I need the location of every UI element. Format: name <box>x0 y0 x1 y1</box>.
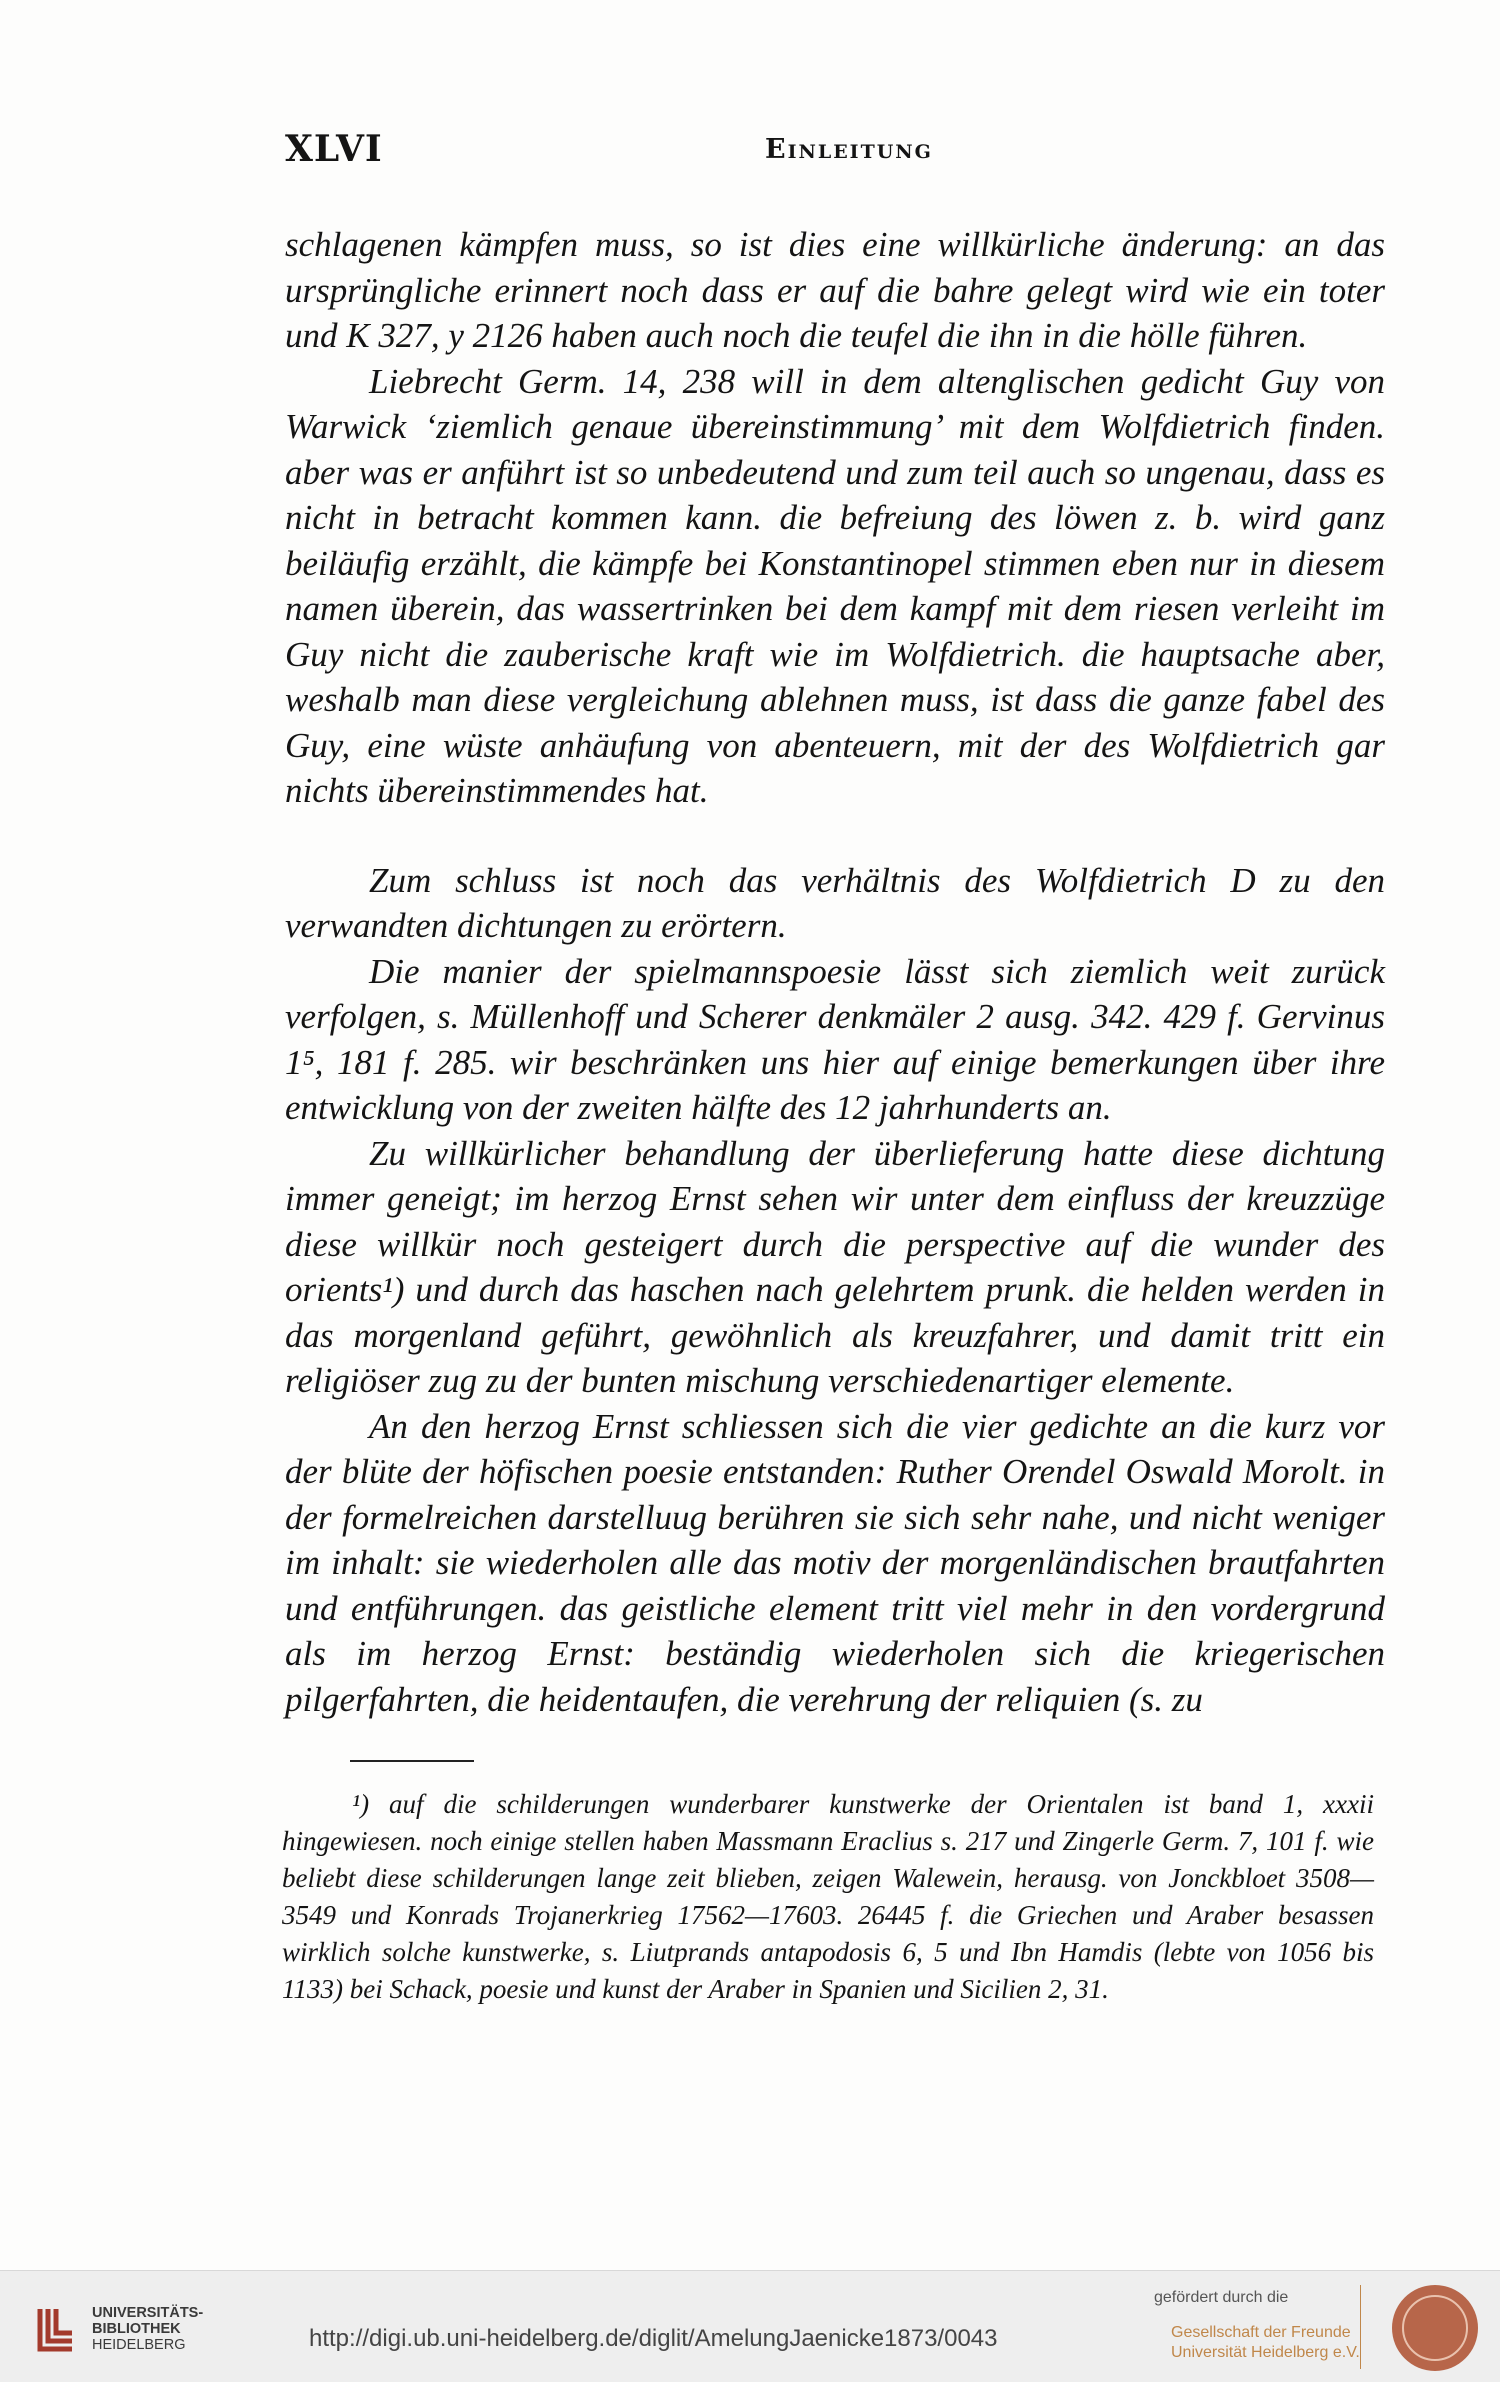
sponsor-divider <box>1360 2285 1361 2369</box>
page-header <box>285 128 1295 188</box>
paragraph-5: Zu willkürlicher behandlung der überlieferung hatte diese dichtung immer geneigt; im herzog Ernst sehen wir unter dem einfluss der kreuzzüge diese willkür noch gesteigert durch die perspective auf die wunder des orients¹) und durch das haschen nach gelehrtem prunk. die helden werden in das morgenland geführt, gewöhnlich als kreuzfahrer, und damit tritt ein religiöser zug zu der bunten mischung verschiedenartiger elemente. <box>285 1133 1385 1400</box>
paragraph-3: Zum schluss ist noch das verhältnis des Wolfdietrich D zu den verwandten dichtungen zu erörtern. <box>285 860 1385 945</box>
sponsor-name <box>1171 2323 1360 2363</box>
main-text <box>285 222 1385 1722</box>
permalink-url[interactable]: http://digi.ub.uni-heidelberg.de/diglit/AmelungJaenicke1873/0043 <box>309 2325 998 2352</box>
footnote-1: ¹) auf die schilderungen wunderbarer kunstwerke der Orientalen ist band 1, xxxii hingewiesen. noch einige stellen haben Massmann Eraclius s. 217 und Zingerle Germ. 7, 101 f. wie beliebt diese schilderungen lange zeit blieben, zeigen Walewein, herausg. von Jonckbloet 3508—3549 und Konrads Trojanerkrieg 17562—17603. 26445 f. die Griechen und Araber besassen wirklich solche kunstwerke, s. Liutprands antapodosis 6, 5 und Ibn Hamdis (lebte von 1056 bis 1133) bei Schack, poesie und kunst der Araber in Spanien und Sicilien 2, 31. <box>282 1789 1374 2004</box>
library-name-line-2: BIBLIOTHEK <box>92 2321 181 2337</box>
paragraph-6: An den herzog Ernst schliessen sich die vier gedichte an die kurz vor der blüte der höfischen poesie entstanden: Ruther Orendel Oswald Morolt. in der formelreichen darstelluug berühren sie sich sehr nahe, und nicht weniger im inhalt: sie wiederholen alle das motiv der morgenländischen brautfahrten und entführungen. das geistliche element tritt viel mehr in den vordergrund als im herzog Ernst: beständig wiederholen sich die kriegerischen pilgerfahrten, die heidentaufen, die verehrung der reliquien (s. zu <box>285 1406 1385 1719</box>
paragraph-1: schlagenen kämpfen muss, so ist dies eine willkürliche änderung: an das ursprüngliche erinnert noch dass er auf die bahre gelegt wird wie ein toter und K 327, y 2126 haben auch noch die teufel die ihn in die hölle führen. <box>285 225 1385 355</box>
sponsor-name-line-1: Gesellschaft der Freunde <box>1171 2324 1351 2341</box>
running-title: Einleitung <box>765 134 933 165</box>
university-seal-icon <box>1392 2285 1478 2371</box>
footnote-divider <box>350 1760 474 1762</box>
footnotes <box>282 1786 1374 2008</box>
library-name-line-1: UNIVERSITÄTS- <box>92 2305 204 2321</box>
paragraph-2: Liebrecht Germ. 14, 238 will in dem altenglischen gedicht Guy von Warwick ‘ziemlich genaue übereinstimmung’ mit dem Wolfdietrich finden. aber was er anführt ist so unbedeutend und zum teil auch so ungenau, dass es nicht in betracht kommen kann. die befreiung des löwen z. b. wird ganz beiläufig erzählt, die kämpfe bei Konstantinopel stimmen eben nur in diesem namen überein, das wassertrinken bei dem kampf mit dem riesen verleiht im Guy nicht die zauberische kraft wie im Wolfdietrich. die hauptsache aber, weshalb man diese vergleichung ablehnen muss, ist dass die ganze fabel des Guy, eine wüste anhäufung von abenteuern, mit der des Wolfdietrich gar nichts übereinstimmendes hat. <box>285 361 1385 810</box>
digitization-footer <box>0 2270 1500 2382</box>
sponsor-label: gefördert durch die <box>1154 2289 1289 2306</box>
paragraph-4: Die manier der spielmannspoesie lässt sich ziemlich weit zurück verfolgen, s. Müllenhoff und Scherer denkmäler 2 ausg. 342. 429 f. Gervinus 1⁵, 181 f. 285. wir beschränken uns hier auf einige bemerkungen über ihre entwicklung von der zweiten hälfte des 12 jahrhunderts an. <box>285 951 1385 1127</box>
library-name <box>92 2305 203 2353</box>
library-logo-icon <box>34 2305 78 2353</box>
sponsor-name-line-2: Universität Heidelberg e.V. <box>1171 2344 1360 2361</box>
library-name-line-3: HEIDELBERG <box>92 2337 186 2353</box>
page-number: XLVI <box>285 128 383 170</box>
